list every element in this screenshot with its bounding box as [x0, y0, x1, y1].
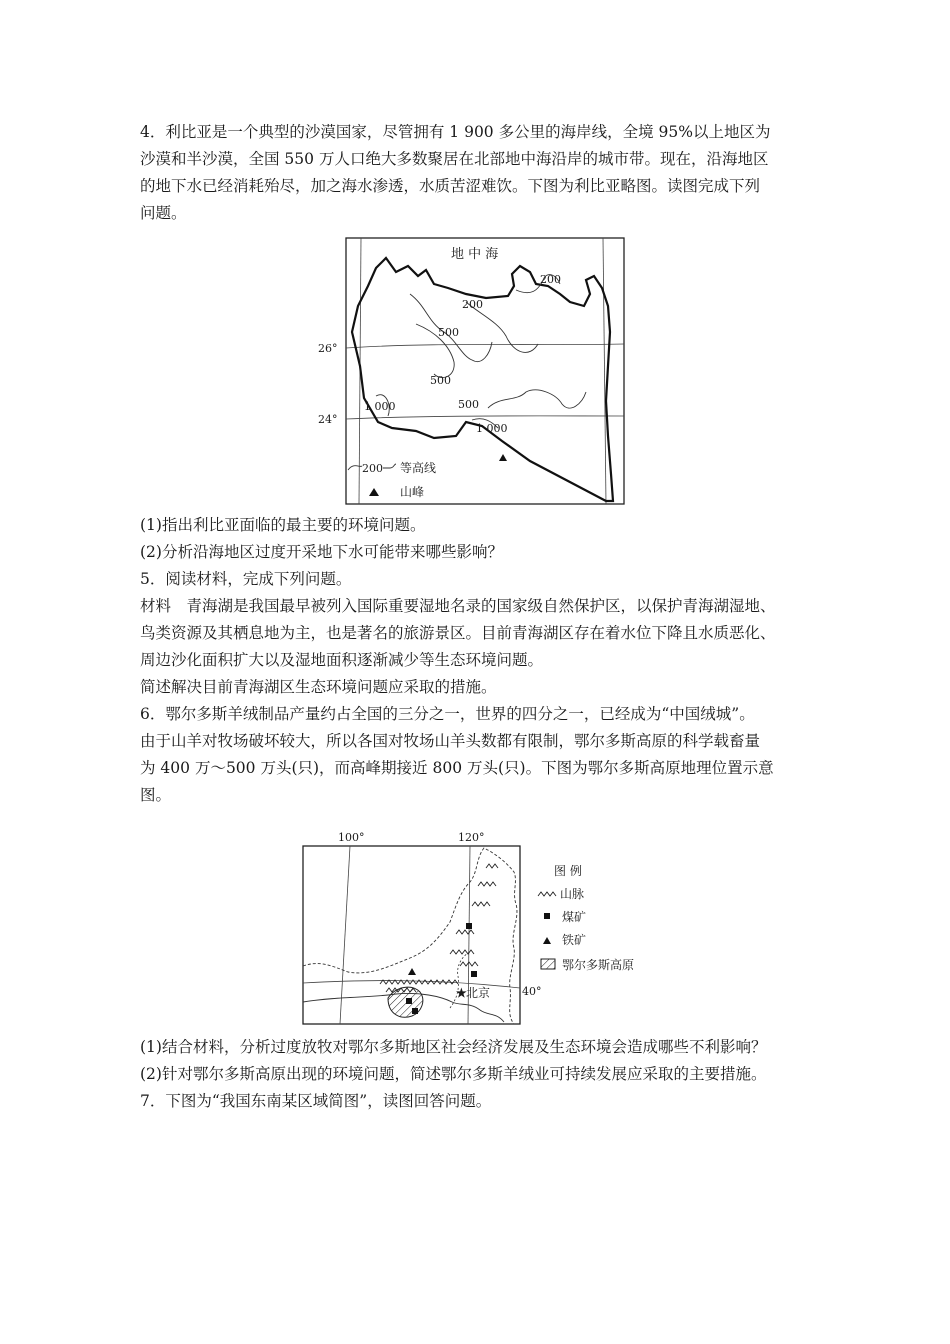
q4-text-line-3: 的地下水已经消耗殆尽，加之海水渗透，水质苦涩难饮。下图为利比亚略图。读图完成下列 [140, 177, 761, 195]
q7-heading: 7．下图为“我国东南某区域简图”，读图回答问题。 [140, 1092, 492, 1110]
beijing-star-icon: ★ [456, 986, 467, 1000]
q5-heading: 5．阅读材料，完成下列问题。 [140, 570, 352, 588]
legend-contour-label: 等高线 [400, 461, 437, 475]
q4-sub-question-2: (2)分析沿海地区过度开采地下水可能带来哪些影响？ [140, 543, 503, 561]
contour-label-200-north: 200 [462, 298, 483, 311]
coal-mine-icon [412, 1008, 418, 1014]
libya-map [316, 236, 628, 506]
libya-border [352, 258, 613, 501]
contour-label-1000-west: 1 000 [364, 400, 396, 413]
q6-text-line-1: 6．鄂尔多斯羊绒制品产量约占全国的三分之一，世界的四分之一，已经成为“中国绒城”。 [140, 705, 755, 723]
legend-mountain-icon [538, 892, 556, 896]
legend-peak-label: 山峰 [400, 485, 425, 499]
mountain-peak-icon [499, 454, 507, 461]
legend-plateau-icon [541, 959, 555, 969]
latitude-24-label: 24° [318, 413, 338, 426]
q6-text-line-2: 由于山羊对牧场破坏较大，所以各国对牧场山羊头数都有限制，鄂尔多斯高原的科学载畜量 [140, 732, 761, 750]
q6-text-line-4: 图。 [140, 786, 172, 804]
q5-material-line-1: 材料 青海湖是我国最早被列入国际重要湿地名录的国家级自然保护区，以保护青海湖湿地、 [140, 597, 776, 615]
q4-text-line-2: 沙漠和半沙漠，全国 550 万人口绝大多数聚居在北部地中海沿岸的城市带。现在，沿海地区 [140, 150, 769, 168]
q6-sub-question-2: (2)针对鄂尔多斯高原出现的环境问题，简述鄂尔多斯羊绒业可持续发展应采取的主要措施。 [140, 1065, 767, 1083]
legend-peak-icon [369, 488, 379, 496]
legend-title: 图 例 [554, 864, 582, 878]
legend-coal-icon [544, 913, 550, 919]
q4-sub-question-1: (1)指出利比亚面临的最主要的环境问题。 [140, 516, 426, 534]
mountain-ranges [380, 864, 498, 992]
contour-label-500-west: 500 [430, 374, 451, 387]
contour-label-200-east: 200 [540, 273, 561, 286]
legend-contour-value: 200 [362, 462, 383, 475]
legend-iron-label: 铁矿 [562, 933, 587, 947]
q4-text-line-4: 问题。 [140, 204, 187, 222]
latitude-40-label: 40° [522, 985, 542, 998]
parallel-26 [346, 344, 624, 348]
contour-label-500-north: 500 [438, 326, 459, 339]
q4-text-line-1: 4．利比亚是一个典型的沙漠国家，尽管拥有 1 900 多公里的海岸线，全境 95%以上地区为 [140, 123, 771, 141]
iron-mine-icon [408, 968, 416, 975]
longitude-100-label: 100° [338, 831, 365, 844]
q5-question: 简述解决目前青海湖区生态环境问题应采取的措施。 [140, 678, 497, 696]
longitude-120-label: 120° [458, 831, 485, 844]
legend-iron-icon [543, 937, 551, 944]
mediterranean-label: 地 中 海 [451, 247, 499, 262]
contour-label-1000-south: 1 000 [476, 422, 508, 435]
q6-sub-question-1: (1)结合材料，分析过度放牧对鄂尔多斯地区社会经济发展及生态环境会造成哪些不利影响？ [140, 1038, 767, 1056]
legend-contour-line [348, 466, 362, 470]
coal-mine-icon [406, 998, 412, 1004]
q5-material-line-3: 周边沙化面积扩大以及湿地面积逐渐减少等生态环境问题。 [140, 651, 544, 669]
parallel-24 [346, 416, 624, 419]
legend-plateau-label: 鄂尔多斯高原 [562, 958, 635, 972]
legend-mountain-label: 山脉 [560, 887, 585, 901]
q6-text-line-3: 为 400 万～500 万头(只)，而高峰期接近 800 万头(只)。下图为鄂尔多斯高原地理位置示意 [140, 759, 774, 777]
libya-map-frame [346, 238, 624, 504]
legend-coal-label: 煤矿 [562, 910, 587, 924]
coal-mine-icon [466, 923, 472, 929]
coal-mine-icon [471, 971, 477, 977]
latitude-26-label: 26° [318, 342, 338, 355]
ordos-map [300, 826, 650, 1028]
q5-material-line-2: 鸟类资源及其栖息地为主，也是著名的旅游景区。目前青海湖区存在着水位下降且水质恶化、 [140, 624, 776, 642]
beijing-label: 北京 [466, 986, 491, 1000]
contour-label-500-south: 500 [458, 398, 479, 411]
